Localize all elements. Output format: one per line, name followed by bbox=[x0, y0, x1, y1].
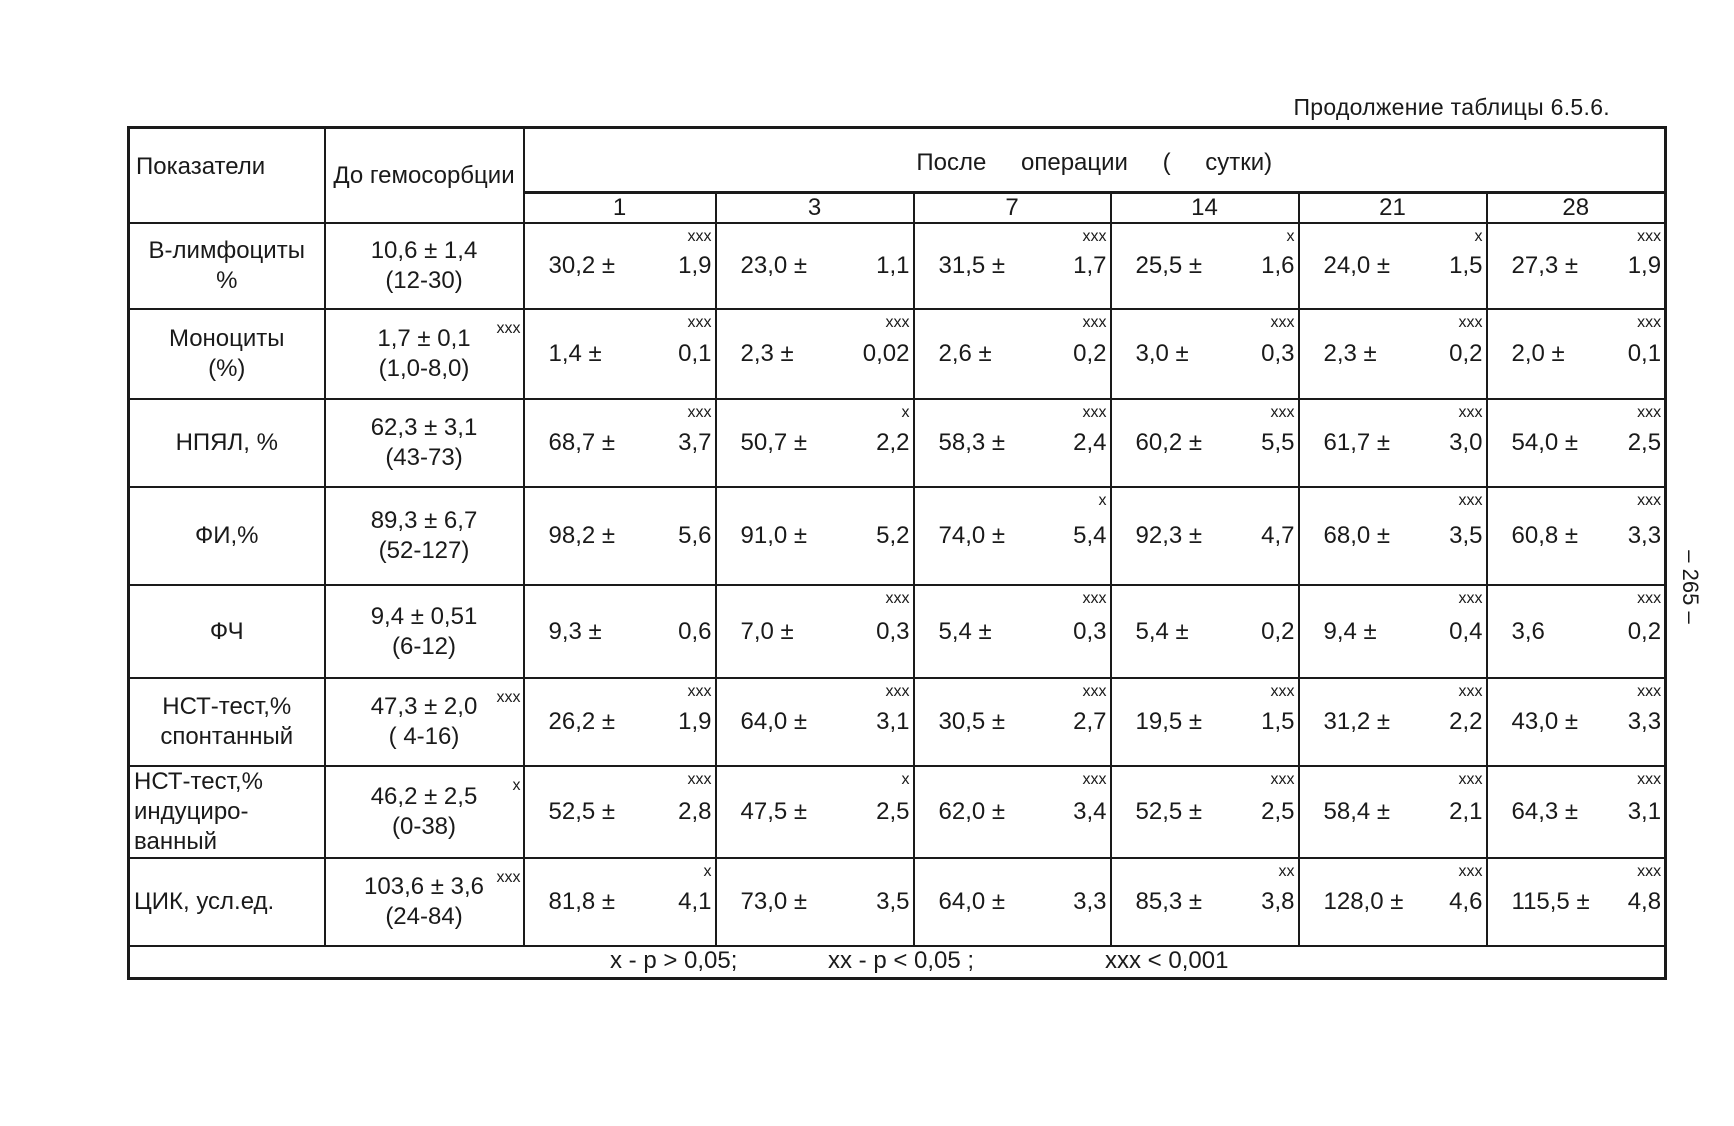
table-row bbox=[129, 399, 1666, 487]
significance-mark: xxx bbox=[687, 314, 712, 331]
error-value: 2,7 bbox=[1073, 708, 1107, 735]
error-value: 2,8 bbox=[678, 798, 712, 825]
row-label bbox=[129, 309, 325, 399]
value-cell bbox=[1299, 223, 1487, 309]
footnote-x: x - p > 0,05; bbox=[610, 947, 738, 974]
significance-mark: xxx bbox=[1270, 771, 1295, 788]
footnote-row bbox=[129, 946, 1666, 979]
significance-mark: xxx bbox=[1270, 314, 1295, 331]
significance-mark: xxx bbox=[496, 689, 521, 706]
significance-mark: xxx bbox=[1637, 771, 1662, 788]
baseline-value: 89,3 ± 6,7 bbox=[370, 507, 478, 534]
significance-mark: xxx bbox=[1082, 683, 1107, 700]
significance-mark: xxx bbox=[687, 683, 712, 700]
error-value: 0,4 bbox=[1449, 617, 1483, 645]
header-row-top bbox=[129, 128, 1666, 193]
mean-value: 60,8 ± bbox=[1511, 522, 1579, 549]
mean-value: 1,4 ± bbox=[548, 340, 602, 367]
value-cell bbox=[1487, 858, 1666, 946]
error-value: 5,4 bbox=[1073, 522, 1107, 549]
value-cell bbox=[524, 678, 716, 766]
value-cell bbox=[524, 766, 716, 858]
error-value: 0,3 bbox=[876, 617, 910, 645]
significance-mark: xxx bbox=[1458, 771, 1483, 788]
row-label-line: НСТ-тест,% bbox=[162, 693, 292, 720]
error-value: 3,8 bbox=[1261, 888, 1295, 915]
mean-value: 52,5 ± bbox=[1135, 798, 1203, 825]
value-cell bbox=[914, 766, 1111, 858]
footnote-cell bbox=[129, 946, 1666, 979]
table-row bbox=[129, 585, 1666, 678]
row-label bbox=[129, 766, 325, 858]
value-cell bbox=[524, 858, 716, 946]
value-cell bbox=[716, 309, 914, 399]
mean-value: 64,3 ± bbox=[1511, 798, 1579, 825]
error-value: 2,2 bbox=[876, 429, 910, 456]
mean-value: 128,0 ± bbox=[1323, 888, 1404, 915]
significance-mark: xxx bbox=[1458, 683, 1483, 700]
value-cell bbox=[914, 309, 1111, 399]
table-row bbox=[129, 223, 1666, 309]
significance-mark: xxx bbox=[1637, 404, 1662, 421]
baseline-range: (24-84) bbox=[385, 903, 463, 930]
significance-mark: x bbox=[901, 771, 910, 788]
error-value: 0,1 bbox=[678, 340, 712, 367]
value-cell bbox=[1299, 678, 1487, 766]
mean-value: 2,6 ± bbox=[938, 340, 992, 367]
error-value: 1,9 bbox=[678, 708, 712, 735]
value-cell bbox=[1299, 399, 1487, 487]
mean-value: 43,0 ± bbox=[1511, 708, 1579, 735]
significance-mark: xxx bbox=[496, 869, 521, 886]
significance-mark: x bbox=[703, 863, 712, 880]
significance-mark: xxx bbox=[687, 228, 712, 245]
mean-value: 81,8 ± bbox=[548, 888, 616, 915]
baseline-cell bbox=[325, 585, 524, 678]
value-cell bbox=[716, 487, 914, 585]
value-cell bbox=[1299, 766, 1487, 858]
baseline-value: 103,6 ± 3,6 bbox=[364, 873, 484, 900]
value-cell bbox=[716, 223, 914, 309]
row-label bbox=[129, 678, 325, 766]
value-cell bbox=[1111, 487, 1299, 585]
page-number: – 265 – bbox=[1678, 550, 1703, 624]
error-value: 1,1 bbox=[876, 252, 910, 279]
mean-value: 50,7 ± bbox=[740, 429, 808, 456]
significance-mark: xxx bbox=[1082, 771, 1107, 788]
significance-mark: xxx bbox=[1458, 404, 1483, 421]
significance-mark: xxx bbox=[1637, 314, 1662, 331]
baseline-value: 1,7 ± 0,1 bbox=[377, 325, 471, 352]
value-cell bbox=[524, 309, 716, 399]
after-operation-header: После операции ( сутки) bbox=[524, 128, 1666, 193]
value-cell bbox=[1111, 309, 1299, 399]
error-value: 3,1 bbox=[1627, 798, 1662, 825]
value-cell bbox=[1111, 223, 1299, 309]
significance-mark: xxx bbox=[885, 683, 910, 700]
value-cell bbox=[524, 223, 716, 309]
value-cell bbox=[1487, 399, 1666, 487]
mean-value: 52,5 ± bbox=[548, 798, 616, 825]
baseline-value: 9,4 ± 0,51 bbox=[370, 602, 478, 630]
mean-value: 2,0 ± bbox=[1511, 340, 1565, 367]
baseline-cell bbox=[325, 223, 524, 309]
value-cell bbox=[1299, 585, 1487, 678]
mean-value: 30,2 ± bbox=[548, 252, 616, 279]
mean-value: 2,3 ± bbox=[1323, 340, 1377, 367]
mean-value: 115,5 ± bbox=[1511, 888, 1590, 915]
row-label-line: % bbox=[216, 267, 238, 294]
value-cell bbox=[524, 585, 716, 678]
mean-value: 58,4 ± bbox=[1323, 798, 1391, 825]
row-label-line: НСТ-тест,% bbox=[134, 768, 263, 795]
value-cell bbox=[914, 678, 1111, 766]
error-value: 3,5 bbox=[1449, 522, 1483, 549]
mean-value: 58,3 ± bbox=[938, 429, 1006, 456]
error-value: 0,6 bbox=[678, 617, 712, 645]
value-cell bbox=[1111, 585, 1299, 678]
row-label bbox=[129, 858, 325, 946]
error-value: 4,7 bbox=[1261, 522, 1295, 549]
mean-value: 31,2 ± bbox=[1323, 708, 1391, 735]
before-hemosorption-label: До гемосорбции bbox=[333, 161, 515, 189]
mean-value: 3,6 bbox=[1511, 617, 1545, 645]
significance-mark: xx bbox=[1278, 863, 1295, 880]
mean-value: 98,2 ± bbox=[548, 522, 616, 549]
mean-value: 27,3 ± bbox=[1511, 252, 1579, 279]
significance-mark: xxx bbox=[1082, 590, 1107, 607]
baseline-range: (12-30) bbox=[385, 267, 463, 294]
significance-mark: xxx bbox=[1082, 404, 1107, 421]
value-cell bbox=[716, 399, 914, 487]
baseline-cell bbox=[325, 858, 524, 946]
row-label bbox=[129, 487, 325, 585]
mean-value: 9,4 ± bbox=[1323, 617, 1377, 645]
significance-mark: x bbox=[1474, 228, 1483, 245]
error-value: 1,7 bbox=[1073, 252, 1107, 279]
mean-value: 92,3 ± bbox=[1135, 522, 1203, 549]
value-cell bbox=[1487, 585, 1666, 678]
significance-mark: xxx bbox=[1637, 590, 1662, 607]
mean-value: 5,4 ± bbox=[938, 617, 992, 645]
mean-value: 2,3 ± bbox=[740, 340, 794, 367]
row-label-line: ванный bbox=[134, 828, 217, 855]
error-value: 0,3 bbox=[1073, 617, 1107, 645]
baseline-cell bbox=[325, 399, 524, 487]
mean-value: 5,4 ± bbox=[1135, 617, 1189, 645]
value-cell bbox=[1111, 766, 1299, 858]
significance-mark: xxx bbox=[1082, 314, 1107, 331]
value-cell bbox=[1111, 678, 1299, 766]
mean-value: 24,0 ± bbox=[1323, 252, 1391, 279]
baseline-value: 47,3 ± 2,0 bbox=[370, 693, 478, 720]
significance-mark: xxx bbox=[885, 314, 910, 331]
significance-mark: xxx bbox=[1458, 590, 1483, 607]
error-value: 3,3 bbox=[1073, 888, 1107, 915]
mean-value: 23,0 ± bbox=[740, 252, 808, 279]
mean-value: 7,0 ± bbox=[740, 617, 794, 645]
error-value: 0,2 bbox=[1073, 340, 1107, 367]
significance-mark: x bbox=[512, 777, 521, 794]
baseline-range: (0-38) bbox=[391, 813, 457, 840]
table-row bbox=[129, 487, 1666, 585]
error-value: 3,0 bbox=[1449, 429, 1483, 456]
significance-mark: xxx bbox=[687, 404, 712, 421]
value-cell bbox=[1487, 487, 1666, 585]
mean-value: 61,7 ± bbox=[1323, 429, 1391, 456]
day-header: 21 bbox=[1299, 193, 1487, 224]
error-value: 0,2 bbox=[1261, 617, 1295, 645]
row-label-line: ЦИК, усл.ед. bbox=[134, 888, 275, 915]
error-value: 3,3 bbox=[1627, 522, 1662, 549]
error-value: 4,6 bbox=[1449, 888, 1483, 915]
value-cell bbox=[914, 399, 1111, 487]
value-cell bbox=[1487, 309, 1666, 399]
table-caption: Продолжение таблицы 6.5.6. bbox=[1293, 94, 1610, 120]
significance-mark: x bbox=[1098, 492, 1107, 509]
significance-mark: xxx bbox=[1637, 228, 1662, 245]
baseline-cell bbox=[325, 309, 524, 399]
mean-value: 64,0 ± bbox=[740, 708, 808, 735]
significance-mark: x bbox=[901, 404, 910, 421]
significance-mark: xxx bbox=[885, 590, 910, 607]
row-label bbox=[129, 399, 325, 487]
value-cell bbox=[524, 399, 716, 487]
value-cell bbox=[1111, 399, 1299, 487]
significance-mark: xxx bbox=[1637, 863, 1662, 880]
value-cell bbox=[914, 223, 1111, 309]
value-cell bbox=[1487, 678, 1666, 766]
day-header: 3 bbox=[716, 193, 914, 224]
error-value: 3,7 bbox=[678, 429, 712, 456]
error-value: 0,2 bbox=[1627, 617, 1662, 645]
mean-value: 68,7 ± bbox=[548, 429, 616, 456]
value-cell bbox=[716, 858, 914, 946]
row-label-line: (%) bbox=[208, 355, 246, 382]
error-value: 3,5 bbox=[876, 888, 910, 915]
baseline-range: (52-127) bbox=[378, 537, 470, 564]
error-value: 1,6 bbox=[1261, 252, 1295, 279]
mean-value: 26,2 ± bbox=[548, 708, 616, 735]
value-cell bbox=[1299, 309, 1487, 399]
baseline-range: (1,0-8,0) bbox=[378, 355, 470, 382]
value-cell bbox=[914, 858, 1111, 946]
value-cell bbox=[524, 487, 716, 585]
row-label-line: индуциро- bbox=[134, 798, 249, 825]
significance-mark: xxx bbox=[1270, 683, 1295, 700]
mean-value: 54,0 ± bbox=[1511, 429, 1579, 456]
mean-value: 19,5 ± bbox=[1135, 708, 1203, 735]
error-value: 0,2 bbox=[1449, 340, 1483, 367]
error-value: 2,4 bbox=[1073, 429, 1107, 456]
mean-value: 3,0 ± bbox=[1135, 340, 1189, 367]
row-label-line: В-лимфоциты bbox=[148, 237, 305, 264]
significance-mark: xxx bbox=[1458, 492, 1483, 509]
day-header: 28 bbox=[1487, 193, 1666, 224]
error-value: 2,5 bbox=[1627, 429, 1662, 456]
day-header: 14 bbox=[1111, 193, 1299, 224]
table-row bbox=[129, 766, 1666, 858]
baseline-value: 62,3 ± 3,1 bbox=[370, 414, 478, 441]
row-label bbox=[129, 585, 325, 678]
value-cell bbox=[914, 487, 1111, 585]
mean-value: 30,5 ± bbox=[938, 708, 1006, 735]
significance-mark: xxx bbox=[1458, 863, 1483, 880]
error-value: 5,2 bbox=[876, 522, 910, 549]
value-cell bbox=[914, 585, 1111, 678]
value-cell bbox=[716, 678, 914, 766]
value-cell bbox=[1111, 858, 1299, 946]
mean-value: 68,0 ± bbox=[1323, 522, 1391, 549]
row-label-line: Моноциты bbox=[168, 325, 285, 352]
mean-value: 91,0 ± bbox=[740, 522, 808, 549]
value-cell bbox=[1487, 223, 1666, 309]
mean-value: 85,3 ± bbox=[1135, 888, 1203, 915]
error-value: 2,5 bbox=[1261, 798, 1295, 825]
row-label-line: спонтанный bbox=[160, 723, 294, 750]
error-value: 5,5 bbox=[1261, 429, 1295, 456]
error-value: 0,02 bbox=[862, 340, 910, 367]
error-value: 2,5 bbox=[876, 798, 910, 825]
error-value: 2,1 bbox=[1449, 798, 1483, 825]
mean-value: 64,0 ± bbox=[938, 888, 1006, 915]
baseline-cell bbox=[325, 678, 524, 766]
mean-value: 9,3 ± bbox=[548, 617, 602, 645]
significance-mark: xxx bbox=[1458, 314, 1483, 331]
significance-mark: xxx bbox=[496, 320, 521, 337]
error-value: 0,3 bbox=[1261, 340, 1295, 367]
error-value: 5,6 bbox=[678, 522, 712, 549]
day-header: 1 bbox=[524, 193, 716, 224]
significance-mark: xxx bbox=[1637, 492, 1662, 509]
error-value: 0,1 bbox=[1627, 340, 1662, 367]
row-label-line: НПЯЛ, % bbox=[175, 429, 278, 456]
mean-value: 25,5 ± bbox=[1135, 252, 1203, 279]
error-value: 1,9 bbox=[678, 252, 712, 279]
value-cell bbox=[1299, 858, 1487, 946]
mean-value: 73,0 ± bbox=[740, 888, 808, 915]
error-value: 1,5 bbox=[1449, 252, 1483, 279]
value-cell bbox=[1487, 766, 1666, 858]
baseline-value: 10,6 ± 1,4 bbox=[370, 237, 478, 264]
mean-value: 60,2 ± bbox=[1135, 429, 1203, 456]
significance-mark: x bbox=[1286, 228, 1295, 245]
footnote-xxx: xxx < 0,001 bbox=[1105, 947, 1229, 974]
baseline-cell bbox=[325, 766, 524, 858]
table-row bbox=[129, 678, 1666, 766]
day-header: 7 bbox=[914, 193, 1111, 224]
table-body bbox=[129, 223, 1666, 946]
error-value: 3,3 bbox=[1627, 708, 1662, 735]
significance-mark: xxx bbox=[1270, 404, 1295, 421]
table-row bbox=[129, 858, 1666, 946]
value-cell bbox=[716, 585, 914, 678]
row-label-line: ФИ,% bbox=[194, 522, 259, 549]
error-value: 1,5 bbox=[1261, 708, 1295, 735]
indicator-header: Показатели bbox=[129, 128, 325, 224]
error-value: 4,8 bbox=[1627, 888, 1662, 915]
mean-value: 62,0 ± bbox=[938, 798, 1006, 825]
footnote-xx: xx - p < 0,05 ; bbox=[828, 947, 975, 974]
significance-mark: xxx bbox=[1637, 683, 1662, 700]
error-value: 3,1 bbox=[876, 708, 910, 735]
value-cell bbox=[1299, 487, 1487, 585]
baseline-range: (6-12) bbox=[391, 632, 457, 660]
baseline-value: 46,2 ± 2,5 bbox=[370, 783, 478, 810]
value-cell bbox=[716, 766, 914, 858]
error-value: 2,2 bbox=[1449, 708, 1483, 735]
mean-value: 31,5 ± bbox=[938, 252, 1006, 279]
error-value: 3,4 bbox=[1073, 798, 1107, 825]
error-value: 4,1 bbox=[678, 888, 712, 915]
baseline-range: (43-73) bbox=[385, 444, 463, 471]
baseline-range: ( 4-16) bbox=[388, 723, 460, 750]
row-label bbox=[129, 223, 325, 309]
significance-mark: xxx bbox=[1082, 228, 1107, 245]
data-table bbox=[127, 126, 1667, 980]
baseline-cell bbox=[325, 487, 524, 585]
significance-mark: xxx bbox=[687, 771, 712, 788]
error-value: 1,9 bbox=[1627, 252, 1662, 279]
mean-value: 74,0 ± bbox=[938, 522, 1006, 549]
row-label-line: ФЧ bbox=[209, 617, 244, 645]
mean-value: 47,5 ± bbox=[740, 798, 808, 825]
before-hemosorption-header bbox=[325, 128, 524, 224]
table-row bbox=[129, 309, 1666, 399]
